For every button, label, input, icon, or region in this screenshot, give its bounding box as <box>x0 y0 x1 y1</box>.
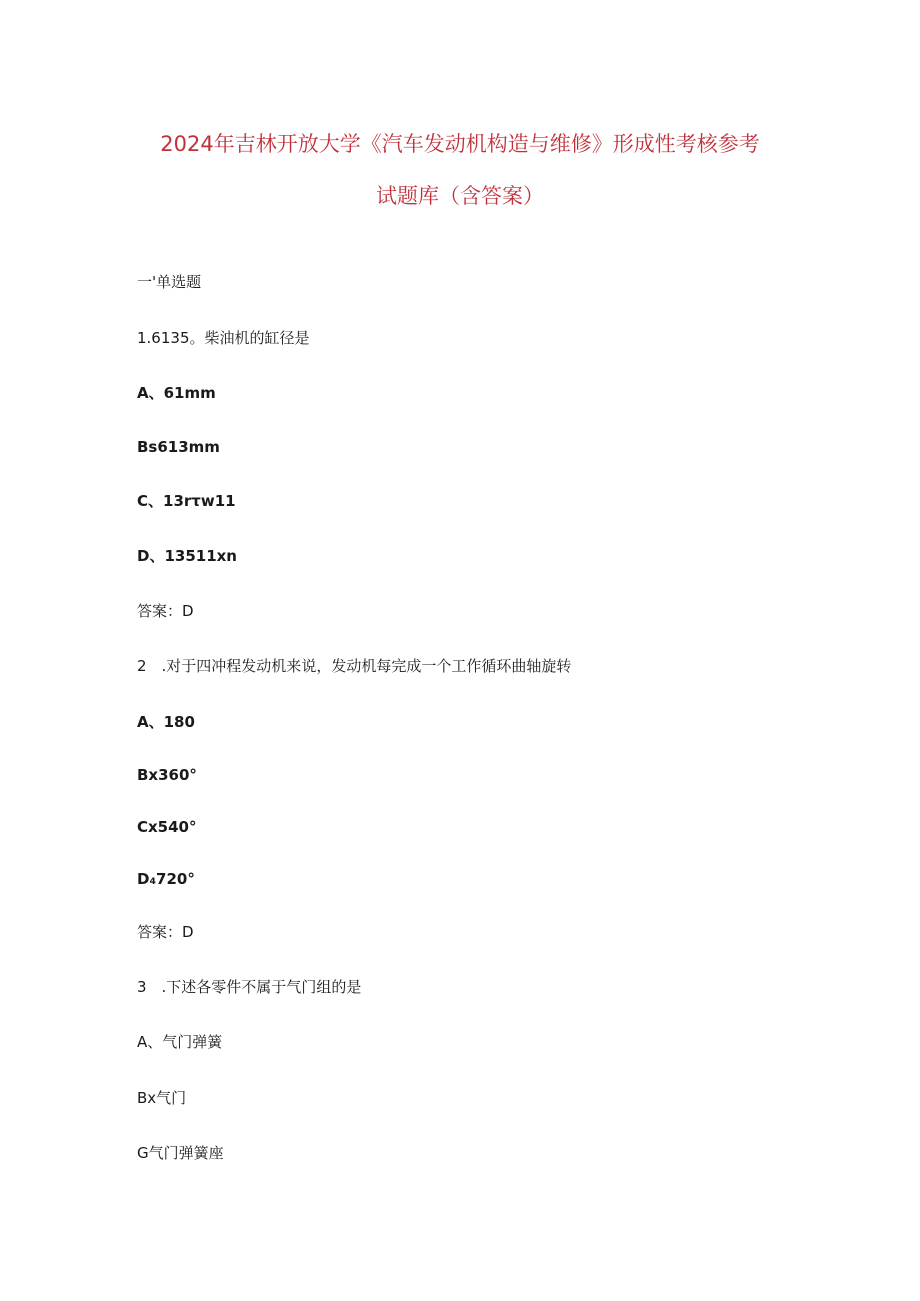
question-2-option-b: Bx360° <box>137 766 197 784</box>
question-1-option-a: A、61mm <box>137 384 216 402</box>
question-1-option-c: C、13rτw11 <box>137 492 236 510</box>
question-3-option-b: Bx气门 <box>137 1089 187 1107</box>
question-2-option-c: Cx540° <box>137 818 197 836</box>
question-2-stem: 2 .对于四冲程发动机来说，发动机每完成一个工作循环曲轴旋转 <box>137 657 572 675</box>
question-1-stem: 1.6135。柴油机的缸径是 <box>137 329 310 347</box>
section-heading: 一'单选题 <box>137 273 202 291</box>
question-3-option-c: G气门弹簧座 <box>137 1144 224 1162</box>
question-2-answer: 答案：D <box>137 923 194 941</box>
document-title-line-2: 试题库（含答案） <box>376 184 544 208</box>
question-2-option-a: A、180 <box>137 713 195 731</box>
question-3-stem: 3 .下述各零件不属于气门组的是 <box>137 978 362 996</box>
question-2-option-d: D₄720° <box>137 870 195 888</box>
question-1-option-d: D、13511xn <box>137 547 237 565</box>
question-1-option-b: Bs613mm <box>137 438 220 456</box>
document-title-line-1: 2024年吉林开放大学《汽车发动机构造与维修》形成性考核参考 <box>160 132 760 156</box>
question-3-option-a: A、气门弹簧 <box>137 1033 223 1051</box>
question-1-answer: 答案：D <box>137 602 194 620</box>
